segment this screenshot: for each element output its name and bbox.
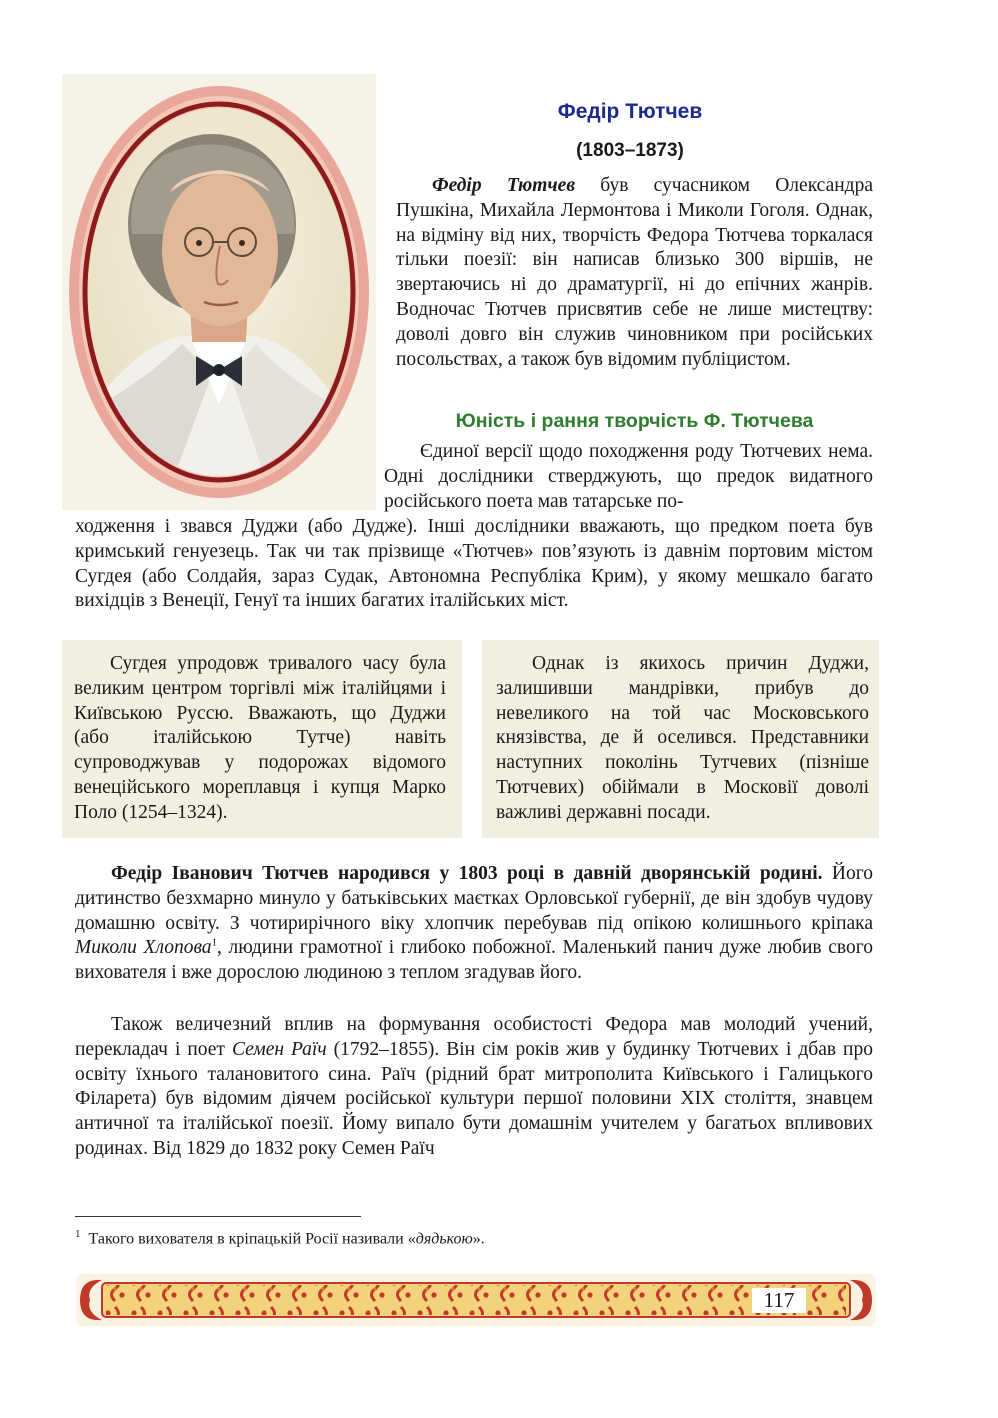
intro-text: був сучасником Олександра Пушкіна, Михайла Лермонтова і Миколи Гоголя. Однак, на відміну від них, творчість Федора Тютчева торкалася тільки поезії: він написав близько 300 віршів, не звертаючись ні до драматургії, ні до епічних жанрів. Водночас Тютчев присвятив себе не лише мистецтву: доволі довго він служив чиновником при російських посольствах, а також був відомим публіцистом. [396,175,873,370]
footnote-ref: 1 [211,936,218,949]
intro-paragraph [396,174,873,372]
life-years: (1803–1873) [576,140,684,161]
origin-paragraph-part-2: ходження і звався Дуджи (або Дудже). Інші дослідники вважають, що предком поета був кримський генуезець. Так чи так прізвище «Тютчев» пов’язують із давнім портовим містом Сугдея (або Солдайя, зараз Судак, Автономна Республіка Крим), у якому мешкало багато вихідців з Венеції, Генуї та інших багатих італійських міст. [75,516,873,612]
sidebar-left-text: Сугдея упродовж тривалого часу була великим центром торгівлі між італійцями і Київською Руссю. Вважають, що Дуджи (або італійською Тутче) навіть супроводжував у подорожах відомого венеційського мореплавця і купця Марко Поло (1254–1324). [74,653,446,823]
section-heading: Юність і рання творчість Ф. Тютчева [455,410,814,432]
portrait-image [62,74,376,510]
raich-name: Семен Раїч [231,1038,327,1060]
footnote-number: 1 [75,1228,81,1240]
sidebar-box-right [482,640,879,838]
intro-name: Федір Тютчев [432,175,576,196]
sidebar-box-left [62,640,462,838]
birth-text-1: Його дитинство безхмарно минуло у батьківських маєтках Орловської губернії, де він здобув чудову домашню освіту. З чотирирічного віку хлопчик перебував під опікою колишнього кріпака [75,863,873,934]
birth-text-2: , людини грамотної і глибоко побожної. Маленький панич дуже любив свого вихователя і вже дорослою людиною з теплом згадував його. [75,937,873,984]
footnote-text-2: ». [472,1230,485,1248]
sidebar-right-text: Однак із якихось причин Дуджи, залишивши мандрівки, прибув до невеликого на той час Московського князівства, де й оселився. Представники наступних поколінь Тутчевих (пізніше Тютчевих) обіймали в Московії доволі важливі державні посади. [496,653,869,823]
birth-lead: Федір Іванович Тютчев народився у 1803 році в давній дворянській родині. [111,863,823,884]
tutor-name: Миколи Хлопова [75,937,212,959]
raich-text-2: (1792–1855). Він сім років жив у будинку Тютчевих і дбав про освіту їхнього талановитого сина. Раїч (рідний брат митрополита Київського і Галицького Філарета) був відомим діячем російської культури першої половини XIX століття, знавцем античної та італійської поезії. Йому випало бути домашнім учителем у багатьох впливових родинах. Від 1829 до 1832 року Семен Раїч [75,1038,873,1159]
footnote [75,1228,873,1248]
page-number: 117 [752,1288,806,1313]
origin-paragraph-part-1: Єдиної версії щодо походження роду Тютчевих нема. Одні дослідники стверджують, що предок видатного російського поета мав татарське по- [384,441,873,512]
raich-text-1: Також величезний вплив на формування особистості Федора мав молодий учений, перекладач і поет [75,1014,873,1060]
page-title: Федір Тютчев [557,100,703,123]
footnote-text-1: Такого вихователя в кріпацькій Росії називали « [88,1230,416,1248]
footnote-divider [75,1216,361,1217]
raich-paragraph [75,1013,873,1162]
birth-paragraph [75,862,873,986]
footnote-word: дядькою [415,1230,473,1248]
